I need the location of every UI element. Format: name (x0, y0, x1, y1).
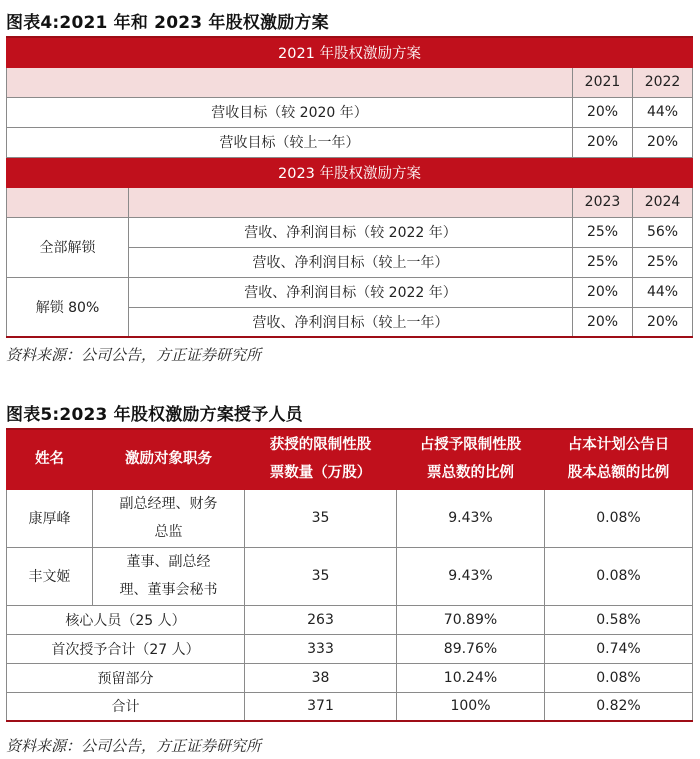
col-header-pct-grant (397, 429, 545, 489)
col-header-pct-total-line2: 股本总额的比例 (567, 465, 670, 482)
target-value: 25% (573, 217, 633, 247)
grantee-table (6, 428, 693, 722)
table-row (7, 663, 693, 692)
target-value: 56% (633, 217, 693, 247)
plan-2021-label-blank (7, 67, 573, 97)
plan-2021-header: 2021 年股权激励方案 (7, 37, 693, 67)
target-label: 营收、净利润目标（较 2022 年） (129, 217, 573, 247)
col-header-pct-total-line1: 占本计划公告日 (567, 437, 670, 454)
col-header-name: 姓名 (7, 429, 93, 489)
pct-total-value: 0.08% (545, 547, 693, 605)
pct-grant-value: 89.76% (397, 634, 545, 663)
col-header-pct-total (545, 429, 693, 489)
pct-grant-value: 10.24% (397, 663, 545, 692)
unlock-group-label: 全部解锁 (7, 217, 129, 277)
plan-2023-header: 2023 年股权激励方案 (7, 157, 693, 187)
shares-value: 263 (245, 605, 397, 634)
person-position-line1: 董事、副总经 (126, 554, 211, 570)
person-position-line2: 总监 (154, 524, 183, 540)
shares-value: 35 (245, 547, 397, 605)
person-name: 丰文姬 (7, 547, 93, 605)
shares-value: 333 (245, 634, 397, 663)
target-label: 营收目标（较 2020 年） (7, 97, 573, 127)
pct-total-value: 0.58% (545, 605, 693, 634)
table1-title: 图表4:2021 年和 2023 年股权激励方案 (6, 13, 329, 33)
col-header-shares-line1: 获授的限制性股 (269, 437, 372, 454)
year-header: 2024 (633, 187, 693, 217)
incentive-plan-table (6, 36, 693, 338)
pct-total-value: 0.74% (545, 634, 693, 663)
year-header: 2023 (573, 187, 633, 217)
target-value: 25% (633, 247, 693, 277)
summary-label: 预留部分 (7, 663, 245, 692)
target-value: 44% (633, 277, 693, 307)
shares-value: 371 (245, 692, 397, 721)
target-value: 20% (573, 277, 633, 307)
table-row (7, 692, 693, 721)
target-label: 营收、净利润目标（较 2022 年） (129, 277, 573, 307)
plan-2023-group-blank (7, 187, 129, 217)
year-header: 2021 (573, 67, 633, 97)
table-row (7, 489, 693, 547)
pct-grant-value: 9.43% (397, 489, 545, 547)
pct-total-value: 0.82% (545, 692, 693, 721)
shares-value: 38 (245, 663, 397, 692)
summary-label: 首次授予合计（27 人） (7, 634, 245, 663)
target-value: 20% (573, 97, 633, 127)
col-header-pct-grant-line1: 占授予限制性股 (419, 437, 522, 454)
target-value: 20% (633, 127, 693, 157)
table1-source: 资料来源：公司公告，方正证券研究所 (6, 346, 262, 364)
col-header-shares (245, 429, 397, 489)
year-header: 2022 (633, 67, 693, 97)
pct-total-value: 0.08% (545, 663, 693, 692)
pct-grant-value: 9.43% (397, 547, 545, 605)
person-position-line2: 理、董事会秘书 (119, 582, 218, 598)
person-position (93, 547, 245, 605)
plan-2023-label-blank (129, 187, 573, 217)
person-position-line1: 副总经理、财务 (119, 496, 218, 512)
target-value: 20% (573, 307, 633, 337)
pct-total-value: 0.08% (545, 489, 693, 547)
col-header-position: 激励对象职务 (93, 429, 245, 489)
target-label: 营收、净利润目标（较上一年） (129, 307, 573, 337)
table2-title: 图表5:2023 年股权激励方案授予人员 (6, 405, 303, 425)
table-row (7, 605, 693, 634)
shares-value: 35 (245, 489, 397, 547)
target-label: 营收目标（较上一年） (7, 127, 573, 157)
pct-grant-value: 100% (397, 692, 545, 721)
col-header-pct-grant-line2: 票总数的比例 (427, 465, 514, 482)
unlock-group-label: 解锁 80% (7, 277, 129, 337)
target-label: 营收、净利润目标（较上一年） (129, 247, 573, 277)
target-value: 44% (633, 97, 693, 127)
table2-source: 资料来源：公司公告，方正证券研究所 (6, 737, 262, 755)
summary-label: 合计 (7, 692, 245, 721)
table-row (7, 634, 693, 663)
col-header-shares-line2: 票数量（万股） (269, 465, 372, 482)
target-value: 20% (633, 307, 693, 337)
person-name: 康厚峰 (7, 489, 93, 547)
person-position (93, 489, 245, 547)
target-value: 20% (573, 127, 633, 157)
target-value: 25% (573, 247, 633, 277)
pct-grant-value: 70.89% (397, 605, 545, 634)
summary-label: 核心人员（25 人） (7, 605, 245, 634)
table-row (7, 547, 693, 605)
